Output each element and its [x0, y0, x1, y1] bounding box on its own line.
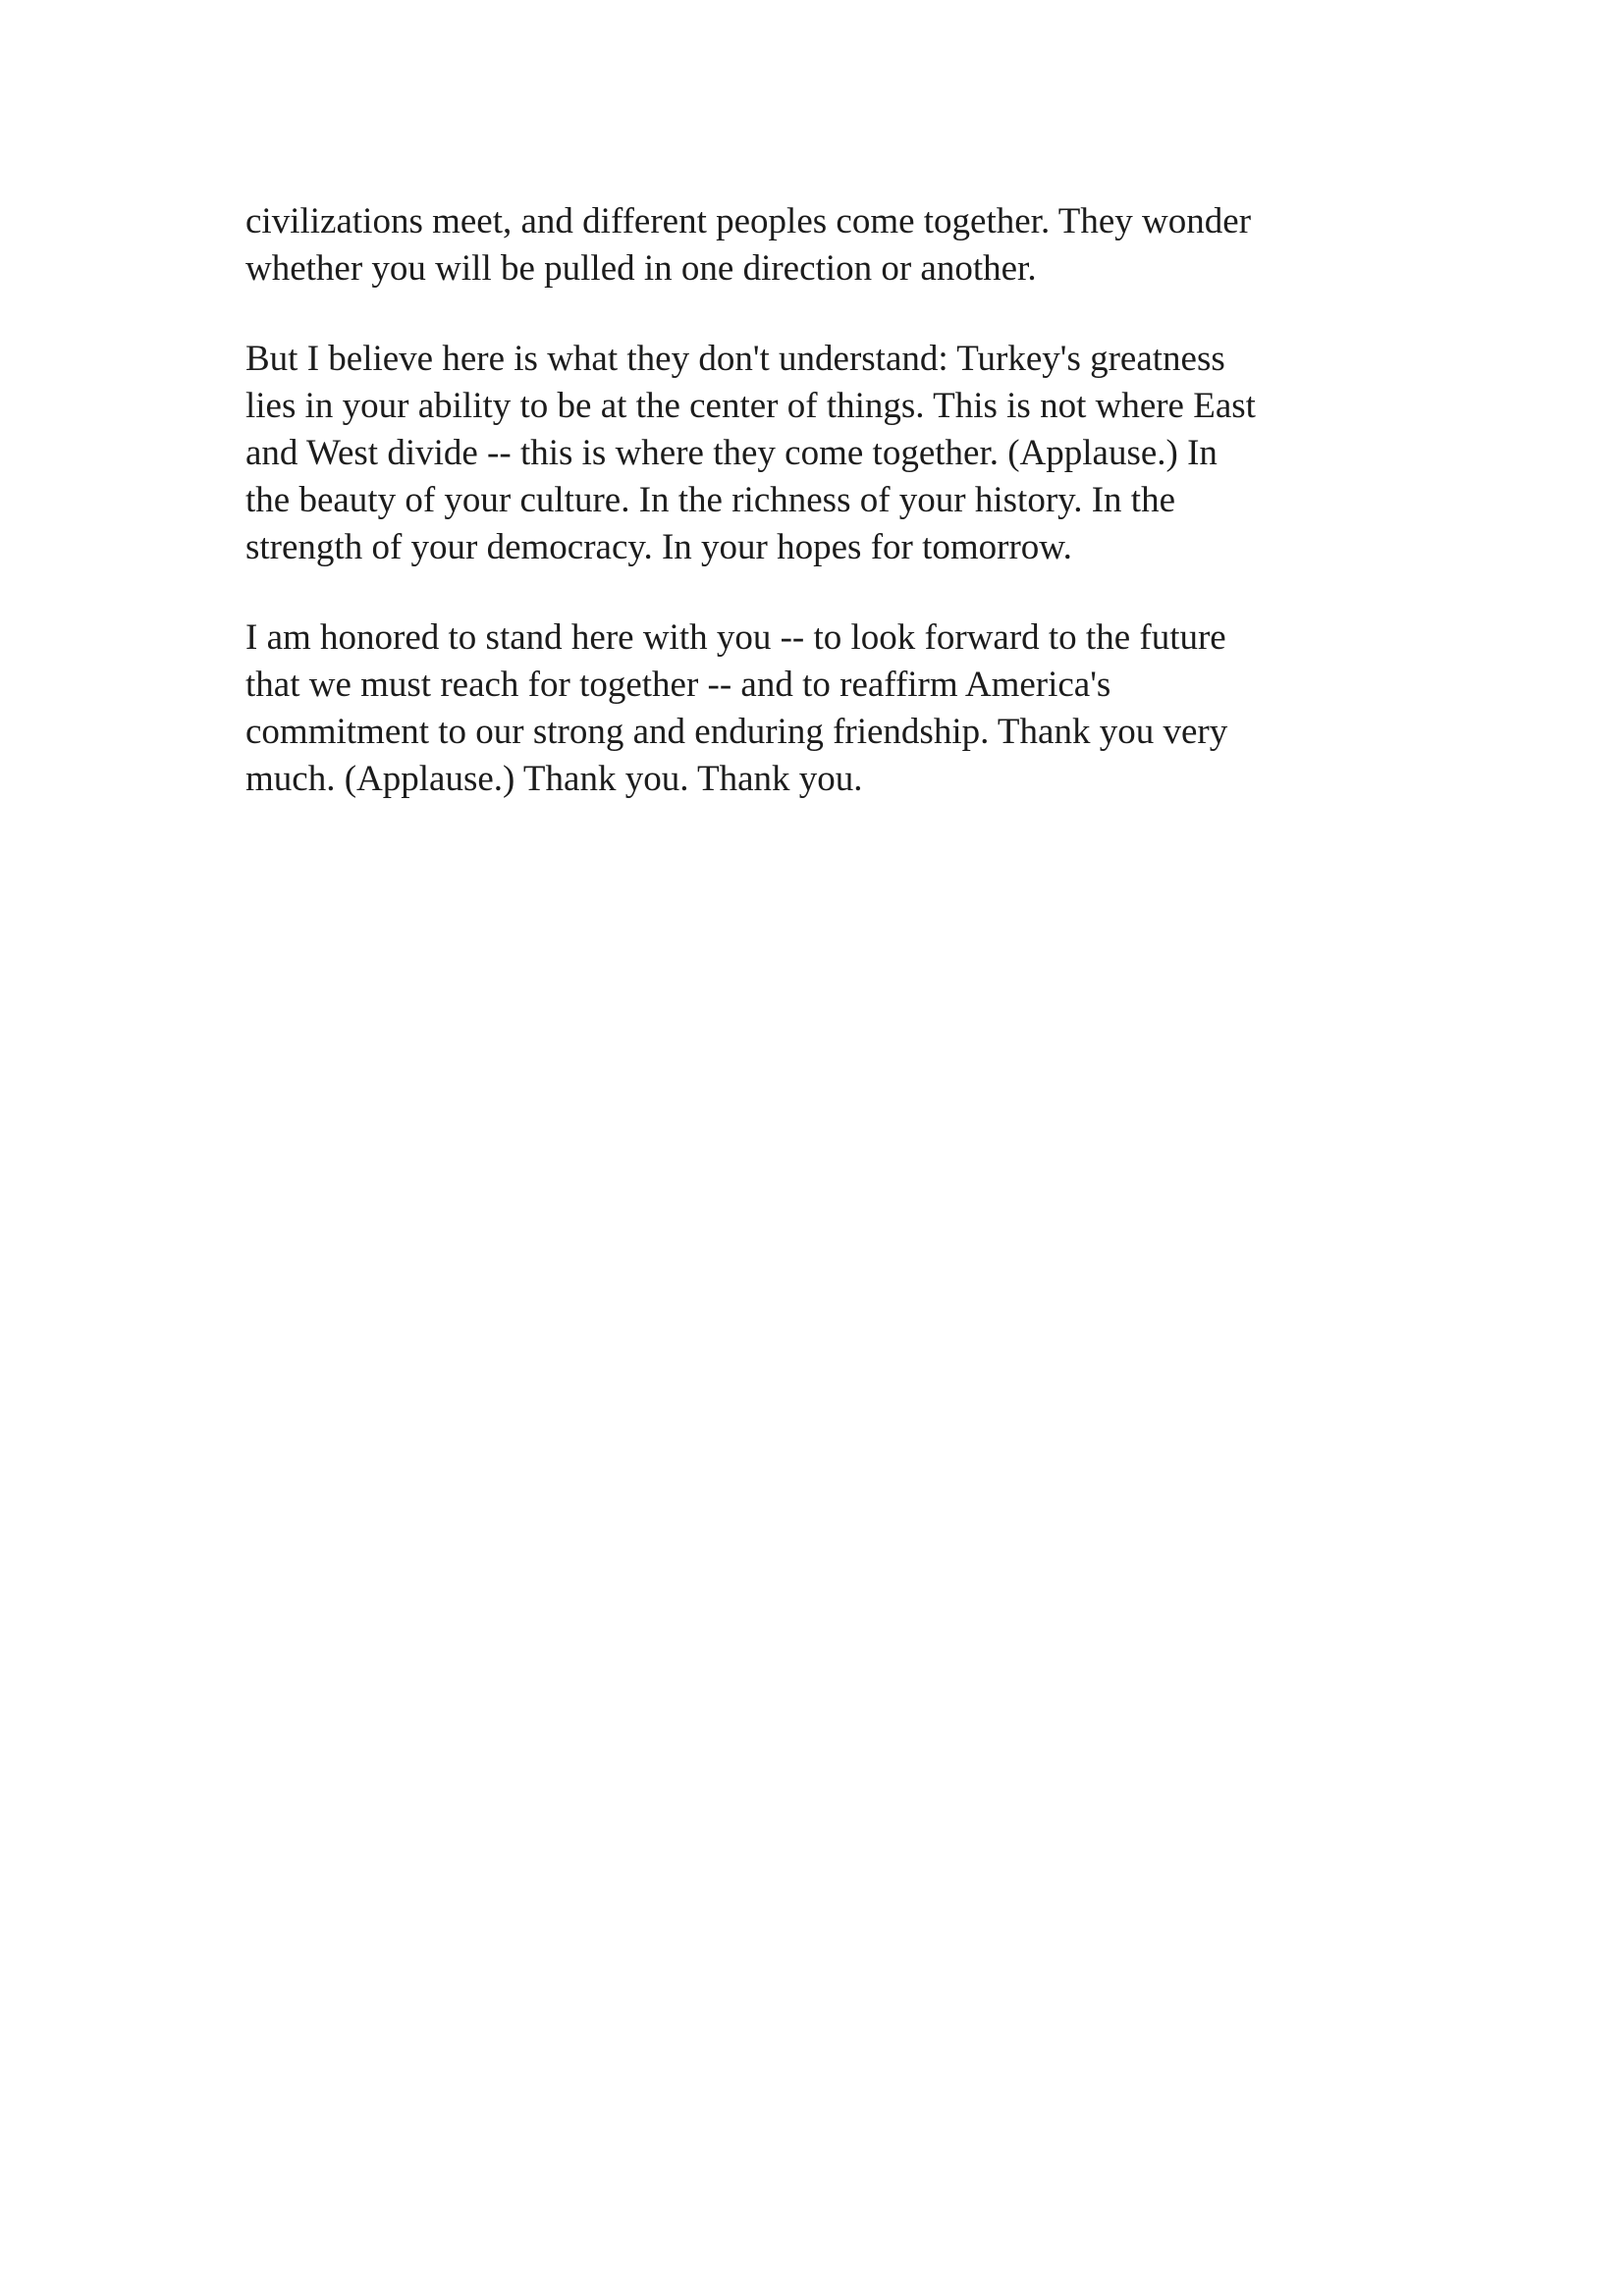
- paragraph: [245, 614, 1394, 803]
- text-line: whether you will be pulled in one direction or another.: [245, 248, 1037, 289]
- text-line: civilizations meet, and different peoples come together. They wonder: [245, 201, 1252, 241]
- paragraph: [245, 336, 1394, 571]
- text-line: strength of your democracy. In your hopes for tomorrow.: [245, 527, 1072, 567]
- text-line: the beauty of your culture. In the richness of your history. In the: [245, 480, 1176, 520]
- text-line: much. (Applause.) Thank you. Thank you.: [245, 759, 863, 799]
- text-line: But I believe here is what they don't understand: Turkey's greatness: [245, 339, 1225, 379]
- text-line: commitment to our strong and enduring friendship. Thank you very: [245, 712, 1228, 752]
- text-line: and West divide -- this is where they come together. (Applause.) In: [245, 433, 1218, 473]
- document-body: [245, 198, 1394, 846]
- text-line: that we must reach for together -- and to reaffirm America's: [245, 665, 1111, 705]
- paragraph: [245, 198, 1394, 293]
- text-line: lies in your ability to be at the center of things. This is not where East: [245, 386, 1256, 426]
- text-line: I am honored to stand here with you -- to look forward to the future: [245, 617, 1226, 658]
